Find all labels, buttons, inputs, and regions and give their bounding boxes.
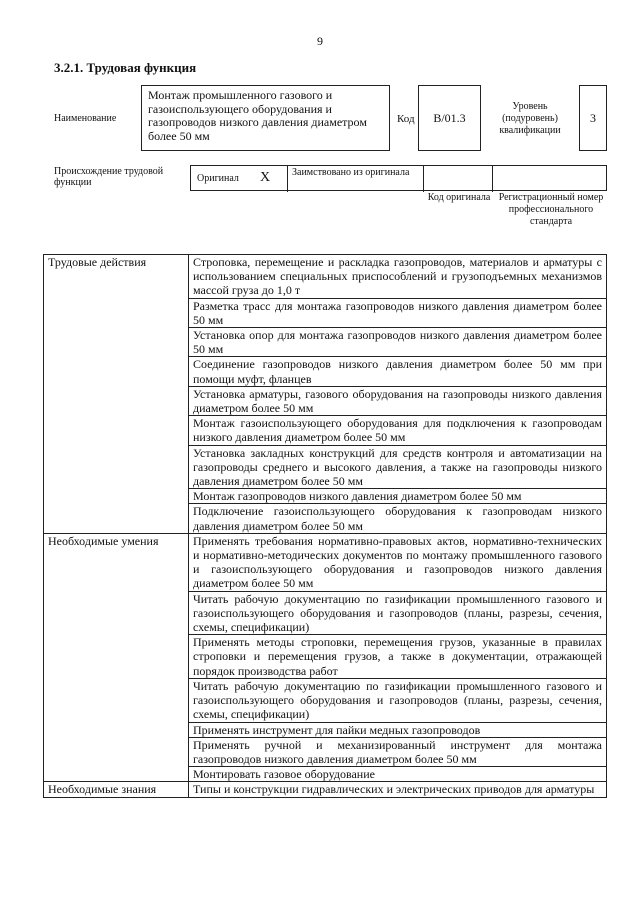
origin-code-caption: Код оригинала [427, 192, 491, 203]
section-heading: Необходимые знания [44, 782, 189, 797]
origin-reg-cell [493, 166, 608, 192]
requirement-item: Монтаж газоиспользующего оборудования для подключения к газопроводам низкого давления диаметром более 50 мм [189, 416, 607, 445]
section-heading: Трудовые действия [44, 255, 189, 534]
origin-original-label: Оригинал [197, 173, 239, 184]
table-row [44, 255, 607, 299]
name-label: Наименование [54, 113, 117, 124]
requirement-item: Подключение газоиспользующего оборудования к газопроводам низкого давления диаметром более 50 мм [189, 504, 607, 533]
requirement-item: Соединение газопроводов низкого давления диаметром более 50 мм при помощи муфт, фланцев [189, 357, 607, 386]
requirement-item: Установка закладных конструкций для средств контроля и автоматизации на газопроводы среднего и высокого давления, а также на газопроводы низкого давления диаметром более 50 мм [189, 445, 607, 489]
qualification-level-label: Уровень (подуровень) квалификации [499, 101, 561, 136]
origin-borrowed-cell [288, 166, 424, 192]
section-title: 3.2.1. Трудовая функция [54, 60, 197, 75]
requirement-item: Применять ручной и механизированный инструмент для монтажа газопроводов низкого давления диаметром более 50 мм [189, 737, 607, 766]
origin-borrowed-label: Заимствовано из оригинала [292, 167, 410, 178]
requirement-item: Монтаж газопроводов низкого давления диаметром более 50 мм [189, 489, 607, 504]
code-label: Код [397, 113, 415, 125]
requirement-item: Разметка трасс для монтажа газопроводов низкого давления диаметром более 50 мм [189, 298, 607, 327]
page-number: 9 [317, 34, 323, 48]
table-row [44, 533, 607, 591]
origin-label: Происхождение трудовой функции [54, 166, 164, 188]
requirement-item: Применять инструмент для пайки медных газопроводов [189, 722, 607, 737]
code-box: B/01.3 [418, 85, 481, 151]
requirement-item: Установка арматуры, газового оборудования на газопроводы низкого давления диаметром более 50 мм [189, 386, 607, 415]
requirement-item: Читать рабочую документацию по газификации промышленного газового и газоиспользующего оборудования и газопроводов (планы, разрезы, сечения, схемы, спецификации) [189, 591, 607, 635]
requirements-table [43, 254, 607, 798]
origin-original-cell [191, 166, 288, 192]
table-row [44, 782, 607, 797]
requirement-item: Читать рабочую документацию по газификации промышленного газового и газоиспользующего оборудования и газопроводов (планы, разрезы, сечения, схемы, спецификации) [189, 678, 607, 722]
section-heading: Необходимые умения [44, 533, 189, 781]
origin-original-mark: X [260, 170, 271, 185]
requirement-item: Применять требования нормативно-правовых актов, нормативно-технических и нормативно-методических документов по монтажу промышленного газового и газоиспользующего оборудования и газопроводов низкого давления диаметром более 50 мм [189, 533, 607, 591]
origin-row [190, 165, 607, 191]
requirement-item: Строповка, перемещение и раскладка газопроводов, материалов и арматуры с использованием специальных приспособлений и грузоподъемных механизмов массой груза до 1,0 т [189, 255, 607, 299]
requirement-item: Типы и конструкции гидравлических и электрических приводов для арматуры [189, 782, 607, 797]
qualification-level-box: 3 [579, 85, 607, 151]
function-name-box: Монтаж промышленного газового и газоиспользующего оборудования и газопроводов низкого давления диаметром более 50 мм [141, 85, 390, 151]
requirement-item: Монтировать газовое оборудование [189, 767, 607, 782]
origin-reg-caption: Регистрационный номер профессионального стандарта [498, 192, 604, 227]
requirement-item: Применять методы строповки, перемещения грузов, указанные в правилах строповки и перемещения грузов, а также в документации, отражающей порядок производства работ [189, 635, 607, 679]
origin-code-cell [424, 166, 493, 192]
requirement-item: Установка опор для монтажа газопроводов низкого давления диаметром более 50 мм [189, 328, 607, 357]
